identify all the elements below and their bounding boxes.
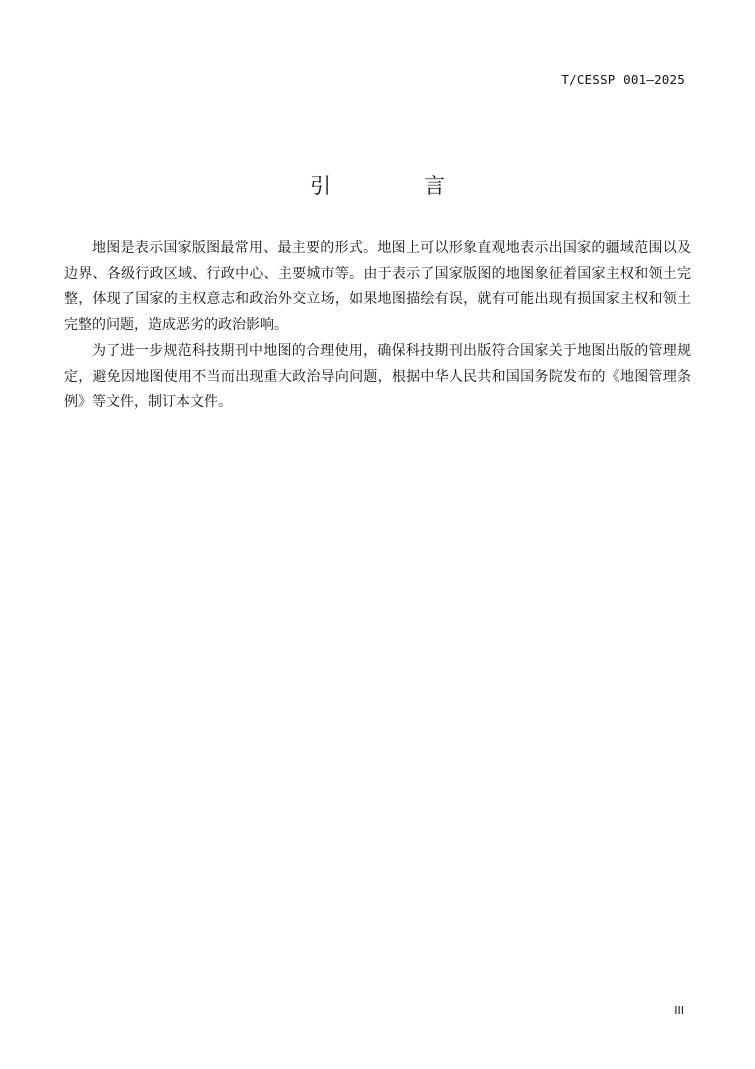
page-number: III — [674, 1004, 684, 1017]
paragraph-1: 地图是表示国家版图最常用、最主要的形式。地图上可以形象直观地表示出国家的疆域范围以及边界、各级行政区域、行政中心、主要城市等。由于表示了国家版图的地图象征着国家主权和领土完整，体现了国家的主权意志和政治外交立场，如果地图描绘有误，就有可能出现有损国家主权和领土完整的问题，造成恶劣的政治影响。 — [64, 240, 691, 334]
paragraph-2: 为了进一步规范科技期刊中地图的合理使用，确保科技期刊出版符合国家关于地图出版的管理规定，避免因地图使用不当而出现重大政治导向问题，根据中华人民共和国国务院发布的《地图管理条例》等文件，制订本文件。 — [64, 342, 691, 411]
introduction-body — [64, 236, 691, 416]
section-title: 引 言 — [310, 174, 481, 198]
standard-code: T/CESSP 001—2025 — [561, 72, 685, 87]
